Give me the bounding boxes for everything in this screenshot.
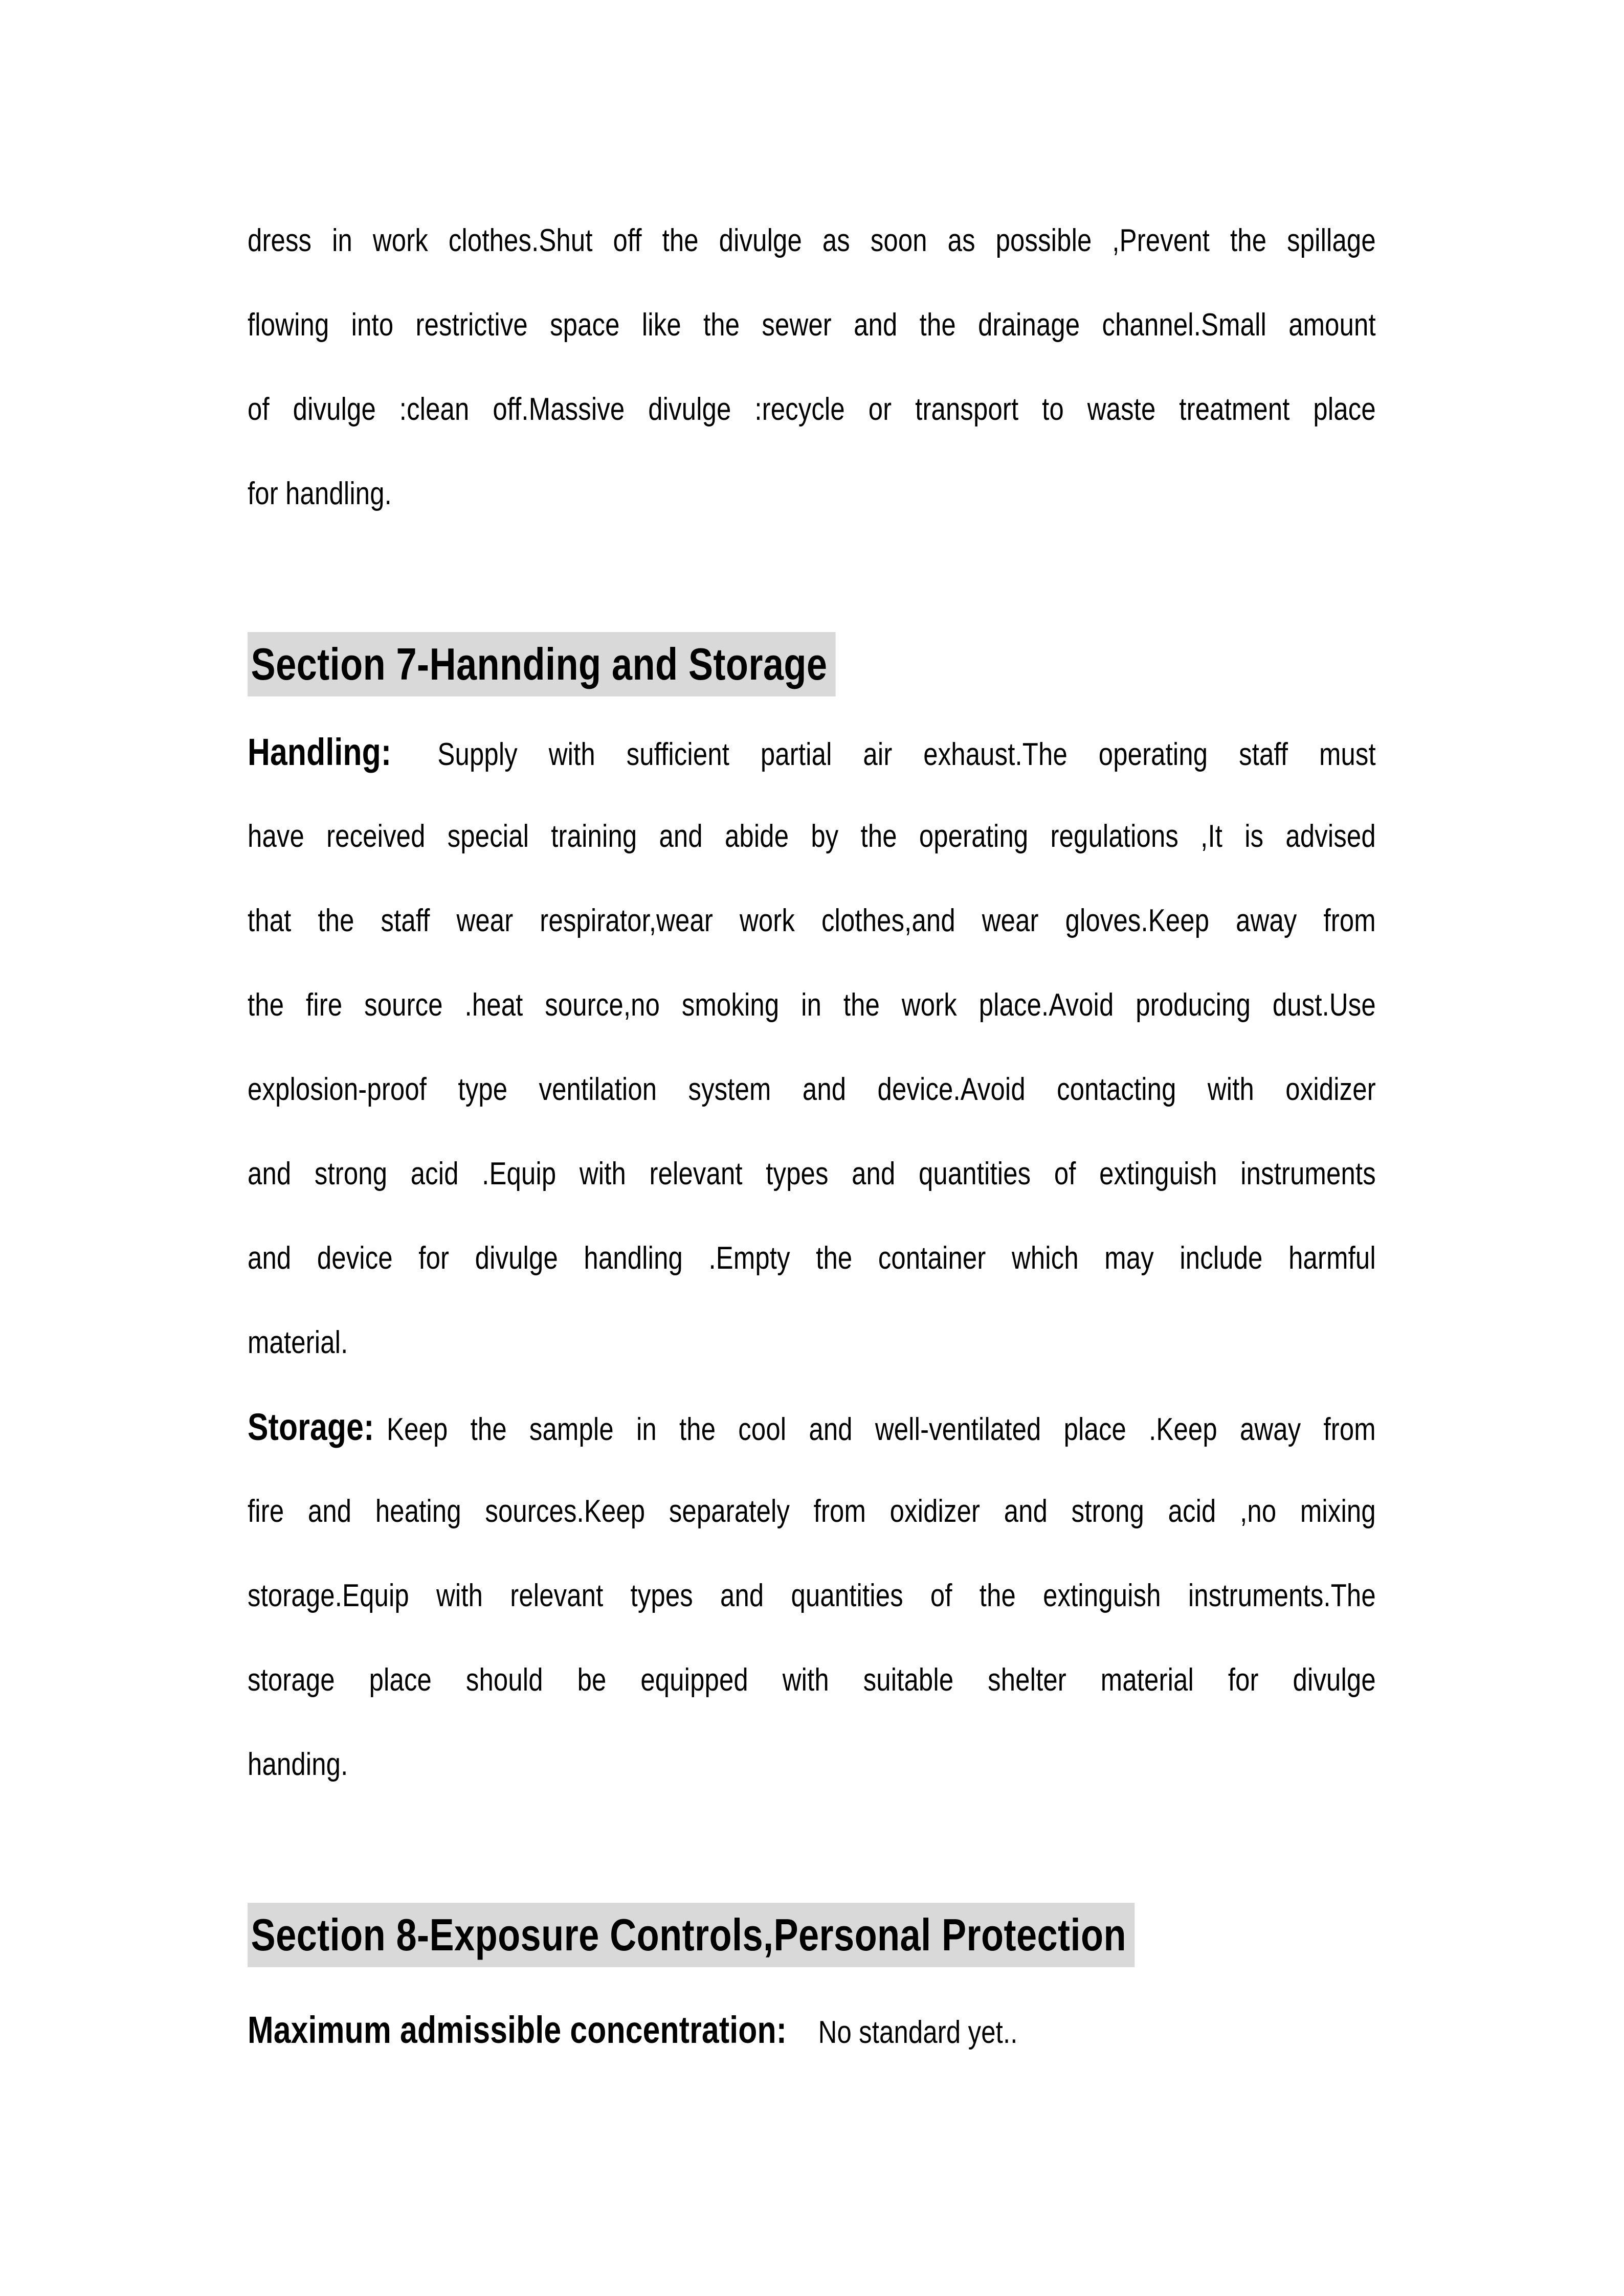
storage-label: Storage: bbox=[248, 1406, 374, 1448]
text-line: the fire source .heat source,no smoking in the work place.Avoid producing dust.Use bbox=[248, 987, 1376, 1023]
storage-paragraph bbox=[248, 1385, 1376, 1807]
text-line: handing. bbox=[248, 1747, 348, 1782]
storage-text: Keep the sample in the cool and well-ventilated place .Keep away from bbox=[387, 1412, 1376, 1447]
text-line: fire and heating sources.Keep separately from oxidizer and strong acid ,no mixing bbox=[248, 1494, 1376, 1529]
section-7-heading-highlight: Section 7-Hannding and Storage bbox=[248, 632, 836, 696]
max-concentration-row bbox=[248, 1988, 1376, 2072]
text-line: explosion-proof type ventilation system and device.Avoid contacting with oxidizer bbox=[248, 1072, 1376, 1107]
max-concentration-label: Maximum admissible concentration: bbox=[248, 2009, 787, 2051]
text-line: of divulge :clean off.Massive divulge :recycle or transport to waste treatment place bbox=[248, 392, 1376, 427]
text-line: for handling. bbox=[248, 476, 392, 511]
text-line bbox=[248, 1988, 1376, 2072]
text-line: and strong acid .Equip with relevant types and quantities of extinguish instruments bbox=[248, 1156, 1376, 1191]
text-line: and device for divulge handling .Empty the container which may include harmful bbox=[248, 1241, 1376, 1276]
section-7-heading bbox=[248, 632, 1376, 696]
text-line: storage.Equip with relevant types and quantities of the extinguish instruments.The bbox=[248, 1578, 1376, 1613]
text-line bbox=[248, 710, 1376, 794]
text-line: storage place should be equipped with suitable shelter material for divulge bbox=[248, 1662, 1376, 1698]
section-8-heading bbox=[248, 1903, 1376, 1967]
text-line: material. bbox=[248, 1325, 348, 1360]
spill-handling-paragraph bbox=[248, 198, 1376, 536]
handling-label: Handling: bbox=[248, 731, 392, 773]
text-line: dress in work clothes.Shut off the divulge as soon as possible ,Prevent the spillage bbox=[248, 223, 1376, 258]
handling-paragraph bbox=[248, 710, 1376, 1385]
text-line: flowing into restrictive space like the sewer and the drainage channel.Small amount bbox=[248, 307, 1376, 343]
document-content bbox=[248, 0, 1376, 2072]
max-concentration-value: No standard yet.. bbox=[818, 2015, 1018, 2050]
text-line: that the staff wear respirator,wear work clothes,and wear gloves.Keep away from bbox=[248, 903, 1376, 938]
document-body bbox=[248, 0, 1623, 2072]
text-line bbox=[248, 1385, 1376, 1469]
handling-text: Supply with sufficient partial air exhaust.The operating staff must bbox=[437, 737, 1376, 772]
text-line: have received special training and abide by the operating regulations ,It is advised bbox=[248, 819, 1376, 854]
section-8-heading-highlight: Section 8-Exposure Controls,Personal Protection bbox=[248, 1903, 1134, 1967]
